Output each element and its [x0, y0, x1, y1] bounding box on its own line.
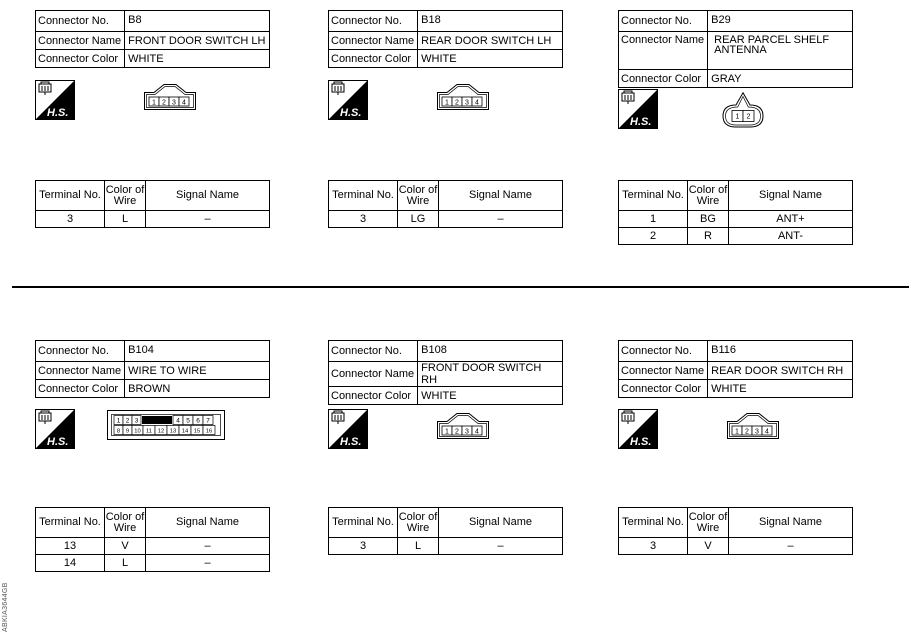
terminal-no-cell: 3	[36, 211, 105, 228]
table-row	[36, 538, 270, 555]
terminal-table-b8	[35, 180, 270, 228]
connector-block-b104	[35, 340, 270, 398]
connector-color-value: WHITE	[418, 50, 563, 68]
hs-icon	[35, 80, 75, 120]
pin-label: 2	[455, 99, 459, 107]
pin-label: 15	[193, 428, 201, 435]
connector-block-b8	[35, 10, 270, 68]
pin-label: 16	[205, 428, 213, 435]
hs-icon	[328, 409, 368, 449]
connector-info-table	[328, 10, 563, 68]
signal-name-cell: ANT+	[729, 211, 853, 228]
wire-color-cell: BG	[688, 211, 729, 228]
hs-text: H.S.	[340, 107, 362, 119]
pin-label: 2	[125, 417, 130, 425]
table-row	[36, 555, 270, 572]
pin-label: 4	[475, 99, 479, 107]
pin-label: 3	[134, 417, 139, 425]
terminal-no-cell: 2	[619, 228, 688, 245]
connector-face-diagram-b116	[727, 413, 779, 444]
signal-name-header: Signal Name	[729, 181, 853, 211]
hs-text: H.S.	[47, 436, 69, 448]
connector-color-label: Connector Color	[329, 50, 418, 68]
color-of-wire-header: Color of Wire	[688, 508, 729, 538]
connector-no-label: Connector No.	[329, 11, 418, 32]
terminal-no-cell: 3	[329, 538, 398, 555]
pin-label: 4	[182, 99, 186, 107]
connector-block-b29	[618, 10, 853, 88]
connector-color-value: WHITE	[708, 380, 853, 398]
connector-info-table	[35, 10, 270, 68]
wire-color-cell: LG	[398, 211, 439, 228]
hs-text: H.S.	[630, 436, 652, 448]
terminal-no-header: Terminal No.	[619, 508, 688, 538]
table-row	[619, 228, 853, 245]
terminal-table-b116	[618, 507, 853, 555]
connector-name-value: REAR DOOR SWITCH RH	[708, 362, 853, 380]
terminal-no-cell: 3	[329, 211, 398, 228]
pin-label: 4	[765, 428, 769, 436]
pin-label: 5	[186, 417, 190, 425]
table-row	[329, 211, 563, 228]
signal-name-cell: –	[729, 538, 853, 555]
connector-name-label: Connector Name	[329, 362, 418, 387]
connector-face-diagram-b8	[144, 84, 196, 115]
pin-label: 12	[157, 428, 165, 435]
connector-no-label: Connector No.	[329, 341, 418, 362]
pin-label: 8	[116, 428, 121, 435]
pin-label: 14	[181, 428, 189, 435]
connector-name-value: FRONT DOOR SWITCH LH	[125, 32, 270, 50]
signal-name-header: Signal Name	[439, 508, 563, 538]
connector-color-label: Connector Color	[36, 380, 125, 398]
table-row	[36, 211, 270, 228]
color-of-wire-header: Color of Wire	[398, 181, 439, 211]
connector-block-b116	[618, 340, 853, 398]
connector-block-b108	[328, 340, 563, 405]
terminal-no-header: Terminal No.	[36, 181, 105, 211]
hs-icon	[328, 80, 368, 120]
pin-label: 1	[735, 428, 739, 436]
connector-name-label: Connector Name	[329, 32, 418, 50]
color-of-wire-header: Color of Wire	[688, 181, 729, 211]
connector-no-value: B8	[125, 11, 270, 32]
connector-color-value: WHITE	[125, 50, 270, 68]
terminal-no-cell: 13	[36, 538, 105, 555]
pin-label: 1	[735, 113, 740, 121]
hs-icon	[618, 89, 658, 129]
connector-info-table	[618, 340, 853, 398]
connector-no-value: B116	[708, 341, 853, 362]
pin-label: 1	[445, 99, 449, 107]
table-row	[619, 538, 853, 555]
wire-color-cell: L	[398, 538, 439, 555]
pin-label: 3	[755, 428, 759, 436]
pin-label: 10	[134, 428, 141, 435]
connector-color-label: Connector Color	[36, 50, 125, 68]
wire-color-cell: R	[688, 228, 729, 245]
connector-color-value: BROWN	[125, 380, 270, 398]
connector-no-label: Connector No.	[619, 11, 708, 32]
connector-info-table	[618, 10, 853, 88]
connector-name-label: Connector Name	[36, 32, 125, 50]
pin-label: 3	[465, 428, 469, 436]
section-divider	[12, 286, 909, 288]
pin-label: 3	[465, 99, 469, 107]
signal-name-cell: ANT-	[729, 228, 853, 245]
connector-name-label: Connector Name	[36, 362, 125, 380]
wire-color-cell: V	[688, 538, 729, 555]
table-row	[619, 211, 853, 228]
connector-no-label: Connector No.	[36, 11, 125, 32]
pin-label: 3	[172, 99, 176, 107]
connector-name-label: Connector Name	[619, 362, 708, 380]
connector-face-diagram-b108	[437, 413, 489, 444]
signal-name-cell: –	[146, 555, 270, 572]
connector-color-label: Connector Color	[619, 70, 708, 88]
hs-icon	[35, 409, 75, 449]
terminal-no-header: Terminal No.	[329, 181, 398, 211]
connector-face-diagram-b104	[107, 410, 225, 445]
wire-color-cell: V	[105, 538, 146, 555]
table-row	[329, 538, 563, 555]
pin-label: 1	[445, 428, 449, 436]
signal-name-header: Signal Name	[439, 181, 563, 211]
terminal-table-b18	[328, 180, 563, 228]
connector-no-value: B108	[418, 341, 563, 362]
hs-text: H.S.	[47, 107, 69, 119]
connector-no-label: Connector No.	[36, 341, 125, 362]
pin-label: 2	[455, 428, 459, 436]
pin-label: 9	[125, 428, 130, 435]
connector-color-label: Connector Color	[619, 380, 708, 398]
terminal-no-cell: 3	[619, 538, 688, 555]
connector-no-value: B104	[125, 341, 270, 362]
connector-info-table	[328, 340, 563, 405]
hs-text: H.S.	[630, 116, 652, 128]
connector-block-b18	[328, 10, 563, 68]
terminal-no-cell: 14	[36, 555, 105, 572]
connector-face-diagram-b18	[437, 84, 489, 115]
connector-info-table	[35, 340, 270, 398]
connector-color-value: WHITE	[418, 387, 563, 405]
signal-name-cell: –	[146, 538, 270, 555]
color-of-wire-header: Color of Wire	[105, 181, 146, 211]
color-of-wire-header: Color of Wire	[398, 508, 439, 538]
signal-name-cell: –	[146, 211, 270, 228]
pin-label: 13	[169, 428, 177, 435]
signal-name-header: Signal Name	[729, 508, 853, 538]
terminal-no-header: Terminal No.	[619, 181, 688, 211]
terminal-table-b29	[618, 180, 853, 245]
terminal-no-cell: 1	[619, 211, 688, 228]
connector-no-value: B18	[418, 11, 563, 32]
signal-name-cell: –	[439, 538, 563, 555]
hs-icon	[618, 409, 658, 449]
signal-name-header: Signal Name	[146, 181, 270, 211]
signal-name-header: Signal Name	[146, 508, 270, 538]
connector-name-value: FRONT DOOR SWITCH RH	[418, 362, 563, 387]
pin-label: 1	[152, 99, 156, 107]
pin-label: 7	[206, 417, 210, 425]
terminal-table-b104	[35, 507, 270, 572]
connector-name-label: Connector Name	[619, 32, 708, 70]
pin-label: 11	[145, 428, 153, 435]
terminal-no-header: Terminal No.	[329, 508, 398, 538]
connector-color-value: GRAY	[708, 70, 853, 88]
terminal-no-header: Terminal No.	[36, 508, 105, 538]
pin-label: 2	[162, 99, 166, 107]
pin-label: 2	[745, 428, 749, 436]
pin-label: 2	[746, 113, 751, 121]
connector-no-label: Connector No.	[619, 341, 708, 362]
pin-label: 4	[475, 428, 479, 436]
connector-color-label: Connector Color	[329, 387, 418, 405]
connector-face-diagram-b29	[722, 92, 764, 133]
pin-label: 1	[116, 417, 121, 425]
connector-no-value: B29	[708, 11, 853, 32]
pin-label: 4	[176, 417, 180, 425]
connector-name-value: REAR PARCEL SHELF ANTENNA	[708, 32, 853, 70]
figure-reference-code: ABKIA3644GB	[2, 582, 9, 632]
terminal-table-b108	[328, 507, 563, 555]
wire-color-cell: L	[105, 555, 146, 572]
color-of-wire-header: Color of Wire	[105, 508, 146, 538]
wire-color-cell: L	[105, 211, 146, 228]
connector-name-value: WIRE TO WIRE	[125, 362, 270, 380]
pin-label: 6	[196, 417, 200, 425]
hs-text: H.S.	[340, 436, 362, 448]
connector-name-value: REAR DOOR SWITCH LH	[418, 32, 563, 50]
signal-name-cell: –	[439, 211, 563, 228]
